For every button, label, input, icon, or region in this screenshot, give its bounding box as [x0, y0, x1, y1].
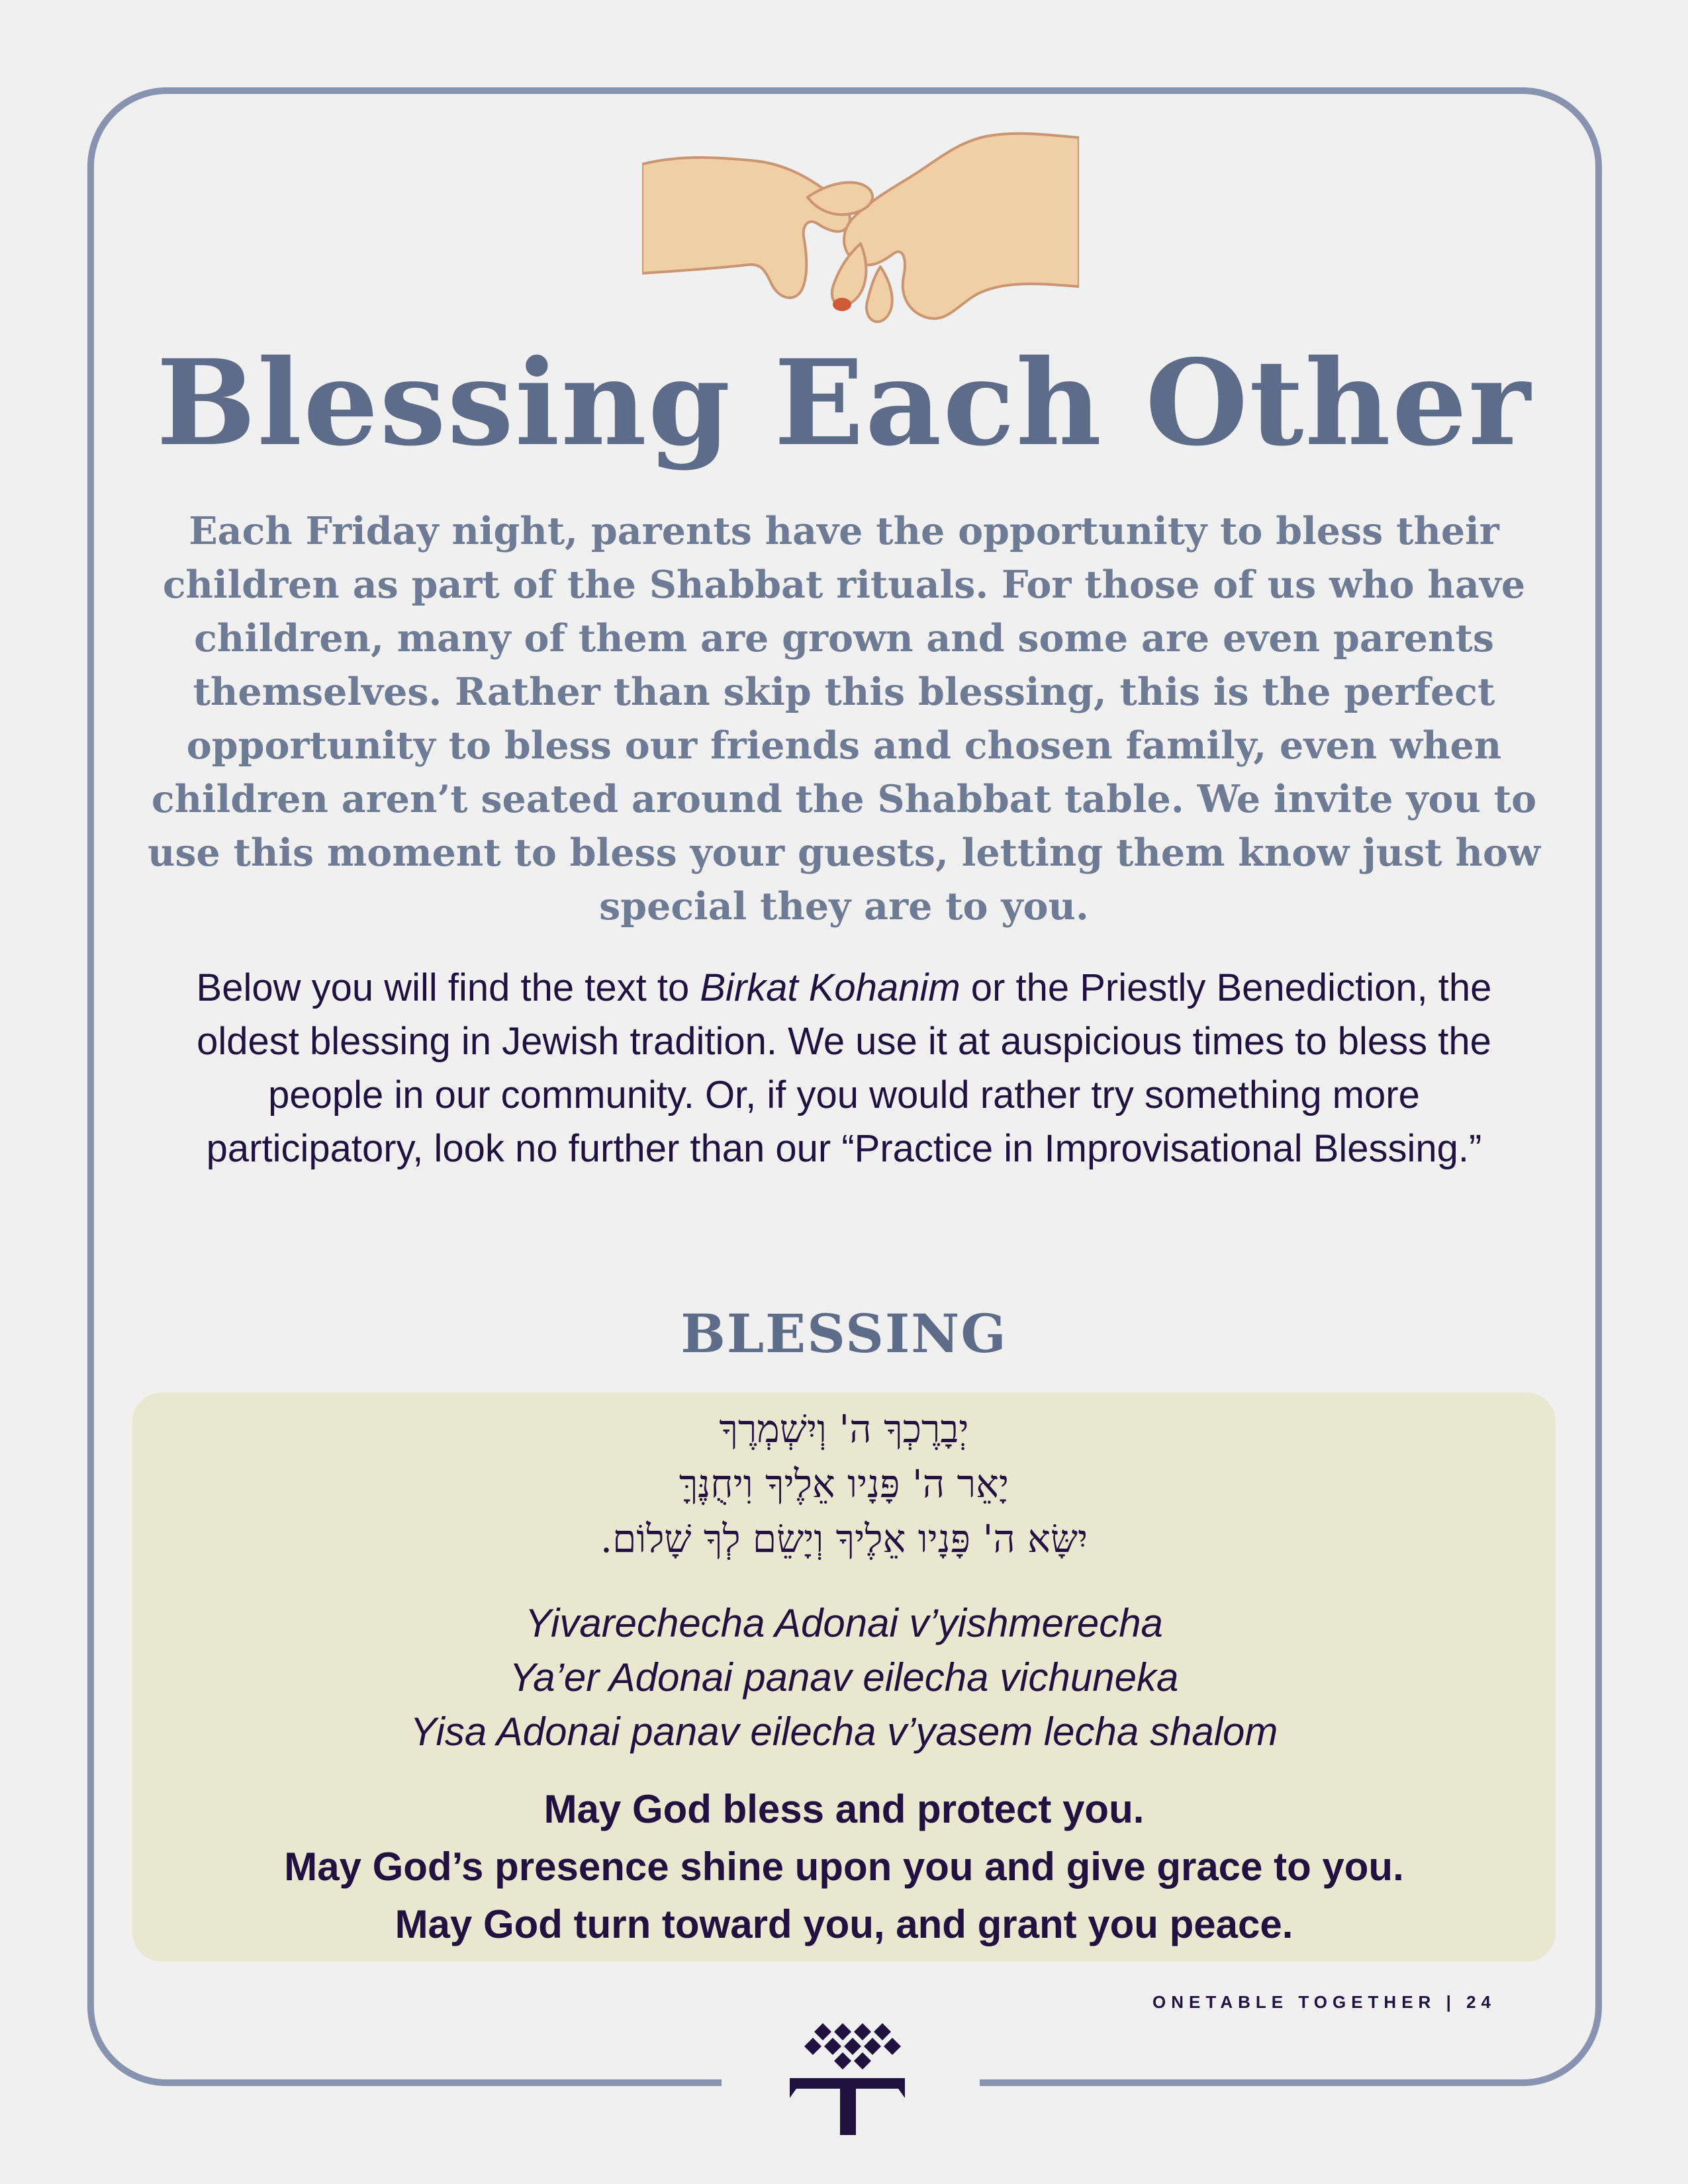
- transliteration-line-3: Yisa Adonai panav eilecha v’yasem lecha shalom: [410, 1709, 1278, 1754]
- page-number: 24: [1466, 1992, 1496, 2012]
- english-line-2: May God’s presence shine upon you and give grace to you.: [284, 1844, 1404, 1889]
- footer-separator: |: [1446, 1992, 1456, 2012]
- page-title: Blessing Each Other: [156, 334, 1532, 472]
- hebrew-blessing: [0, 1402, 1688, 1567]
- onetable-logo: [784, 2017, 910, 2136]
- english-line-3: May God turn toward you, and grant you peace.: [395, 1902, 1293, 1946]
- paragraph-text-start: Below you will find the text to: [196, 966, 700, 1009]
- english-blessing: [0, 1780, 1688, 1953]
- english-line-1: May God bless and protect you.: [543, 1787, 1145, 1831]
- blessing-heading: BLESSING: [680, 1302, 1008, 1365]
- transliteration-blessing: [0, 1596, 1688, 1759]
- paragraph-text-end: or the Priestly Benediction, the oldest blessing in Jewish tradition. We use it at auspicious times to bless the people in our community. Or, if you would rather try something more participatory, look no further than our “Practice in Improvisational Blessing.”: [197, 966, 1492, 1170]
- birkat-kohanim-term: Birkat Kohanim: [700, 966, 961, 1009]
- hebrew-line-3: יִשָּׂא ה' פָּנָיו אֵלֶיךָ וְיָשֵׂם לְךָ שָׁלוֹם.: [600, 1516, 1088, 1561]
- publication-name: ONETABLE TOGETHER: [1152, 1992, 1436, 2012]
- transliteration-line-2: Ya’er Adonai panav eilecha vichuneka: [509, 1655, 1179, 1700]
- hands-illustration: [642, 118, 1079, 336]
- intro-paragraph: Each Friday night, parents have the opportunity to bless their children as part of the Shabbat rituals. For those of us who have children, many of them are grown and some are even parents themselves. Rather than skip this blessing, this is the perfect opportunity to bless our friends and chosen family, even when children aren’t seated around the Shabbat table. We invite you to use this moment to bless your guests, letting them know just how special they are to you.: [147, 509, 1541, 929]
- birkat-kohanim-paragraph: [159, 961, 1529, 1175]
- transliteration-line-1: Yivarechecha Adonai v’yishmerecha: [525, 1601, 1163, 1645]
- hebrew-line-1: יְבָרֶכְךָ ה' וְיִשְׁמְרֶךָ: [719, 1406, 969, 1451]
- page-footer: [993, 1992, 1496, 2013]
- hebrew-line-2: יָאֵר ה' פָּנָיו אֵלֶיךָ וִיחֻנֶּךָּ: [679, 1461, 1009, 1506]
